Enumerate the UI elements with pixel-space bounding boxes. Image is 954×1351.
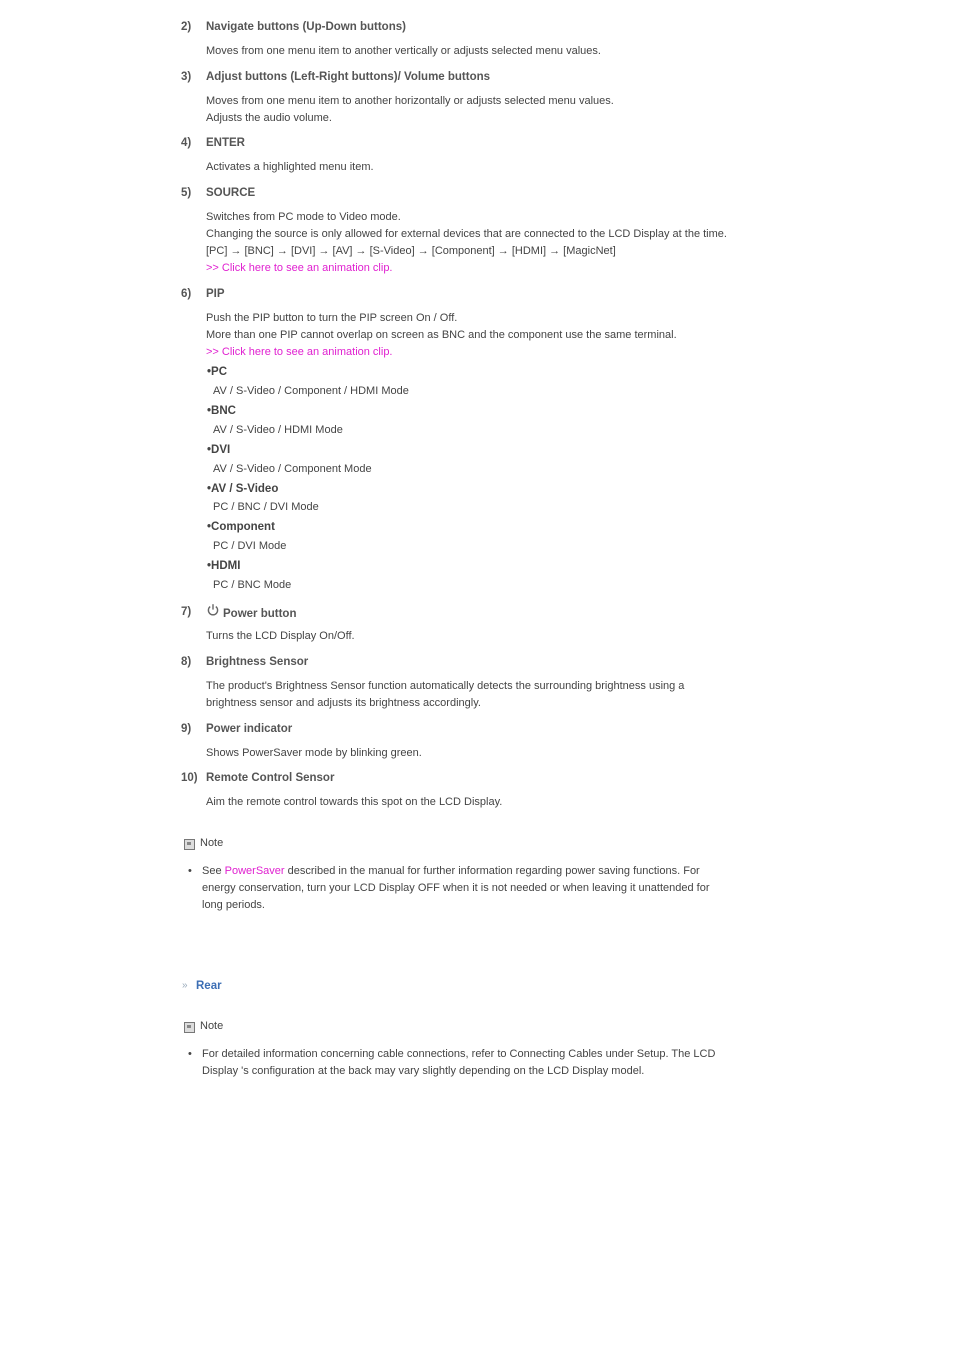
section-title-rear: Rear: [196, 980, 222, 992]
chevron-right-icon: »: [182, 980, 188, 991]
pip-source-label: •DVI: [207, 444, 231, 456]
item-title: Navigate buttons (Up-Down buttons): [206, 21, 406, 33]
note-text: For detailed information concerning cable connections, refer to Connecting Cables under Setup. The LCD: [202, 1048, 716, 1060]
item-text: Aim the remote control towards this spot on the LCD Display.: [206, 796, 503, 808]
item-text: brightness sensor and adjusts its brightness accordingly.: [206, 697, 481, 709]
item-number: 3): [181, 71, 192, 83]
note-icon: [184, 1022, 195, 1033]
item-text: More than one PIP cannot overlap on screen as BNC and the component use the same terminal.: [206, 329, 677, 341]
pip-source-label: •PC: [207, 366, 228, 378]
item-number: 10): [181, 772, 198, 784]
powersaver-link[interactable]: PowerSaver: [224, 865, 285, 877]
note-label: Note: [200, 1020, 224, 1032]
bullet: •: [188, 1048, 192, 1060]
pip-source-label: •BNC: [207, 405, 236, 417]
item-text: Turns the LCD Display On/Off.: [206, 630, 355, 642]
item-number: 7): [181, 606, 192, 618]
pip-modes: AV / S-Video / Component Mode: [213, 463, 372, 475]
note-text: long periods.: [202, 899, 265, 911]
pip-modes: PC / BNC Mode: [213, 579, 292, 591]
bullet: •: [188, 865, 192, 877]
item-title: PIP: [206, 288, 225, 300]
item-text: [PC] → [BNC] → [DVI] → [AV] → [S-Video] → [Component] → [HDMI] → [MagicNet]: [206, 245, 616, 257]
item-number: 8): [181, 656, 192, 668]
item-title: Adjust buttons (Left-Right buttons)/ Volume buttons: [206, 71, 491, 83]
item-text: Switches from PC mode to Video mode.: [206, 211, 401, 223]
pip-modes: AV / S-Video / Component / HDMI Mode: [213, 385, 409, 397]
item-title: Power button: [223, 608, 297, 620]
animation-clip-link[interactable]: >> Click here to see an animation clip.: [206, 346, 393, 358]
note-text: Display 's configuration at the back may vary slightly depending on the LCD Display model.: [202, 1065, 645, 1077]
item-text: Adjusts the audio volume.: [206, 112, 332, 124]
pip-modes: PC / DVI Mode: [213, 540, 287, 552]
item-title: ENTER: [206, 137, 245, 149]
item-text: The product's Brightness Sensor function automatically detects the surrounding brightness using a: [206, 680, 685, 692]
power-icon: [206, 603, 220, 617]
pip-modes: AV / S-Video / HDMI Mode: [213, 424, 343, 436]
item-title: Power indicator: [206, 723, 293, 735]
pip-modes: PC / BNC / DVI Mode: [213, 501, 319, 513]
item-number: 6): [181, 288, 192, 300]
item-text: Activates a highlighted menu item.: [206, 161, 374, 173]
item-text: Shows PowerSaver mode by blinking green.: [206, 747, 422, 759]
note-text: See PowerSaver described in the manual for further information regarding power saving functions. For: [202, 865, 700, 877]
pip-source-label: •HDMI: [207, 560, 241, 572]
item-title: Brightness Sensor: [206, 656, 309, 668]
note-icon: [184, 839, 195, 850]
item-text: Push the PIP button to turn the PIP screen On / Off.: [206, 312, 458, 324]
item-number: 2): [181, 21, 192, 33]
pip-source-label: •AV / S-Video: [207, 483, 279, 495]
item-number: 9): [181, 723, 192, 735]
item-text: Changing the source is only allowed for external devices that are connected to the LCD Display at the time.: [206, 228, 727, 240]
pip-source-label: •Component: [207, 521, 275, 533]
item-title: Remote Control Sensor: [206, 772, 335, 784]
item-text: Moves from one menu item to another vertically or adjusts selected menu values.: [206, 45, 601, 57]
item-number: 5): [181, 187, 192, 199]
item-title: SOURCE: [206, 187, 256, 199]
item-text: Moves from one menu item to another horizontally or adjusts selected menu values.: [206, 95, 614, 107]
item-number: 4): [181, 137, 192, 149]
note-label: Note: [200, 837, 224, 849]
note-text: energy conservation, turn your LCD Display OFF when it is not needed or when leaving it unattended for: [202, 882, 710, 894]
animation-clip-link[interactable]: >> Click here to see an animation clip.: [206, 262, 393, 274]
